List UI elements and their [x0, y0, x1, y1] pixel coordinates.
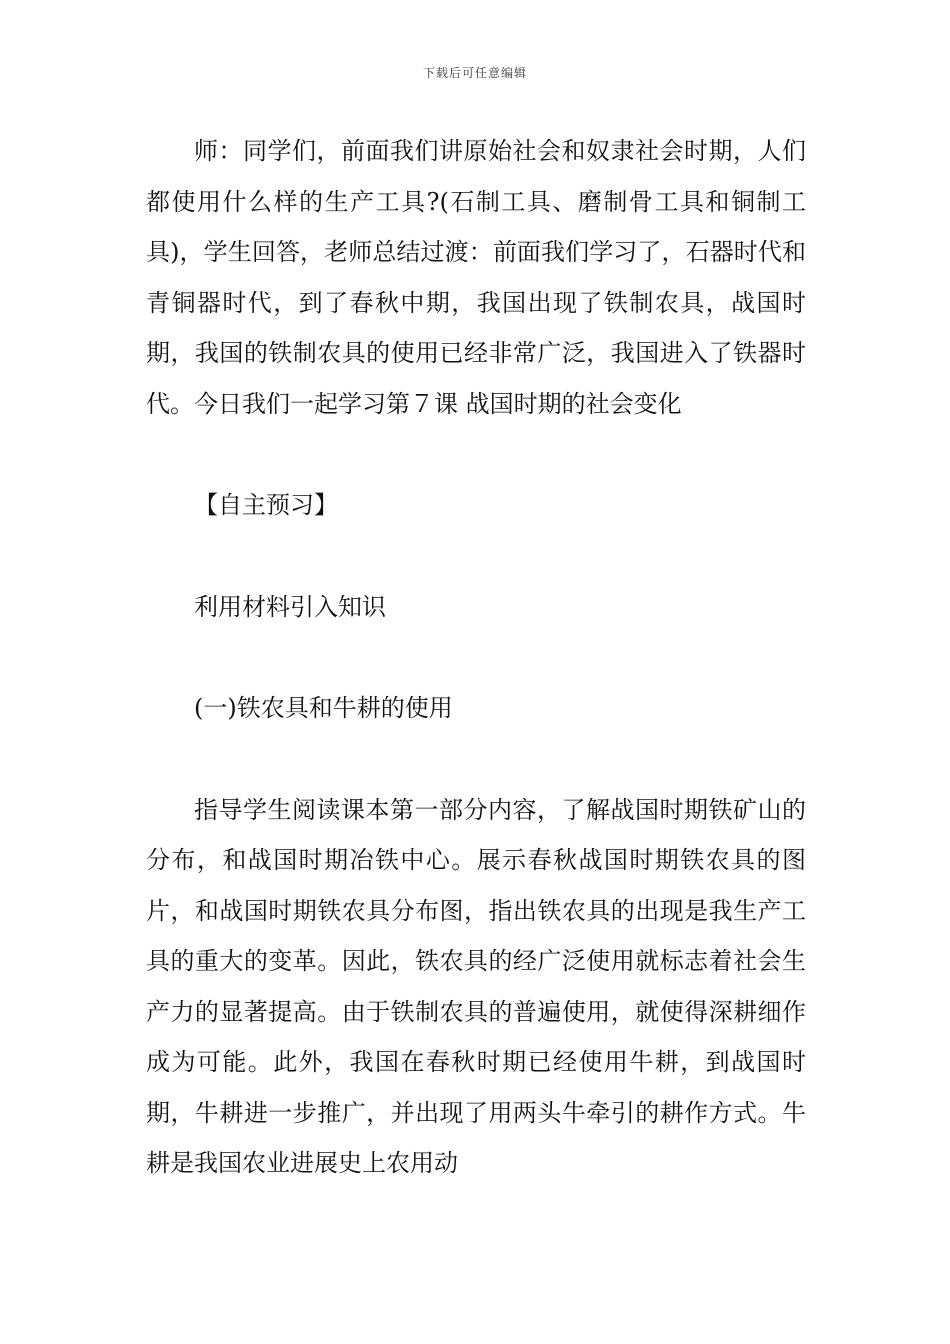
- intro-paragraph: 师：同学们，前面我们讲原始社会和奴隶社会时期，人们都使用什么样的生产工具?(石制工具、磨制骨工具和铜制工具)，学生回答，老师总结过渡：前面我们学习了，石器时代和青铜器时代，到了春秋中期，我国出现了铁制农具，战国时期，我国的铁制农具的使用已经非常广泛，我国进入了铁器时代。今日我们一起学习第７课 战国时期的社会变化: [146, 137, 806, 418]
- subsection-heading-iron-tools: (一)铁农具和牛耕的使用: [194, 694, 453, 722]
- page-header-note: 下载后可任意编辑: [422, 66, 527, 80]
- document-body: [146, 126, 806, 1189]
- iron-tools-paragraph: 指导学生阅读课本第一部分内容，了解战国时期铁矿山的分布，和战国时期冶铁中心。展示春秋战国时期铁农具的图片，和战国时期铁农具分布图，指出铁农具的出现是我生产工具的重大的变革。因此，铁农具的经广泛使用就标志着社会生产力的显著提高。由于铁制农具的普遍使用，就使得深耕细作成为可能。此外，我国在春秋时期已经使用牛耕，到战国时期，牛耕进一步推广，并出现了用两头牛牵引的耕作方式。牛耕是我国农业进展史上农用动: [146, 795, 806, 1177]
- material-intro-line: 利用材料引入知识: [194, 592, 386, 621]
- section-heading-self-study: 【自主预习】: [194, 491, 338, 519]
